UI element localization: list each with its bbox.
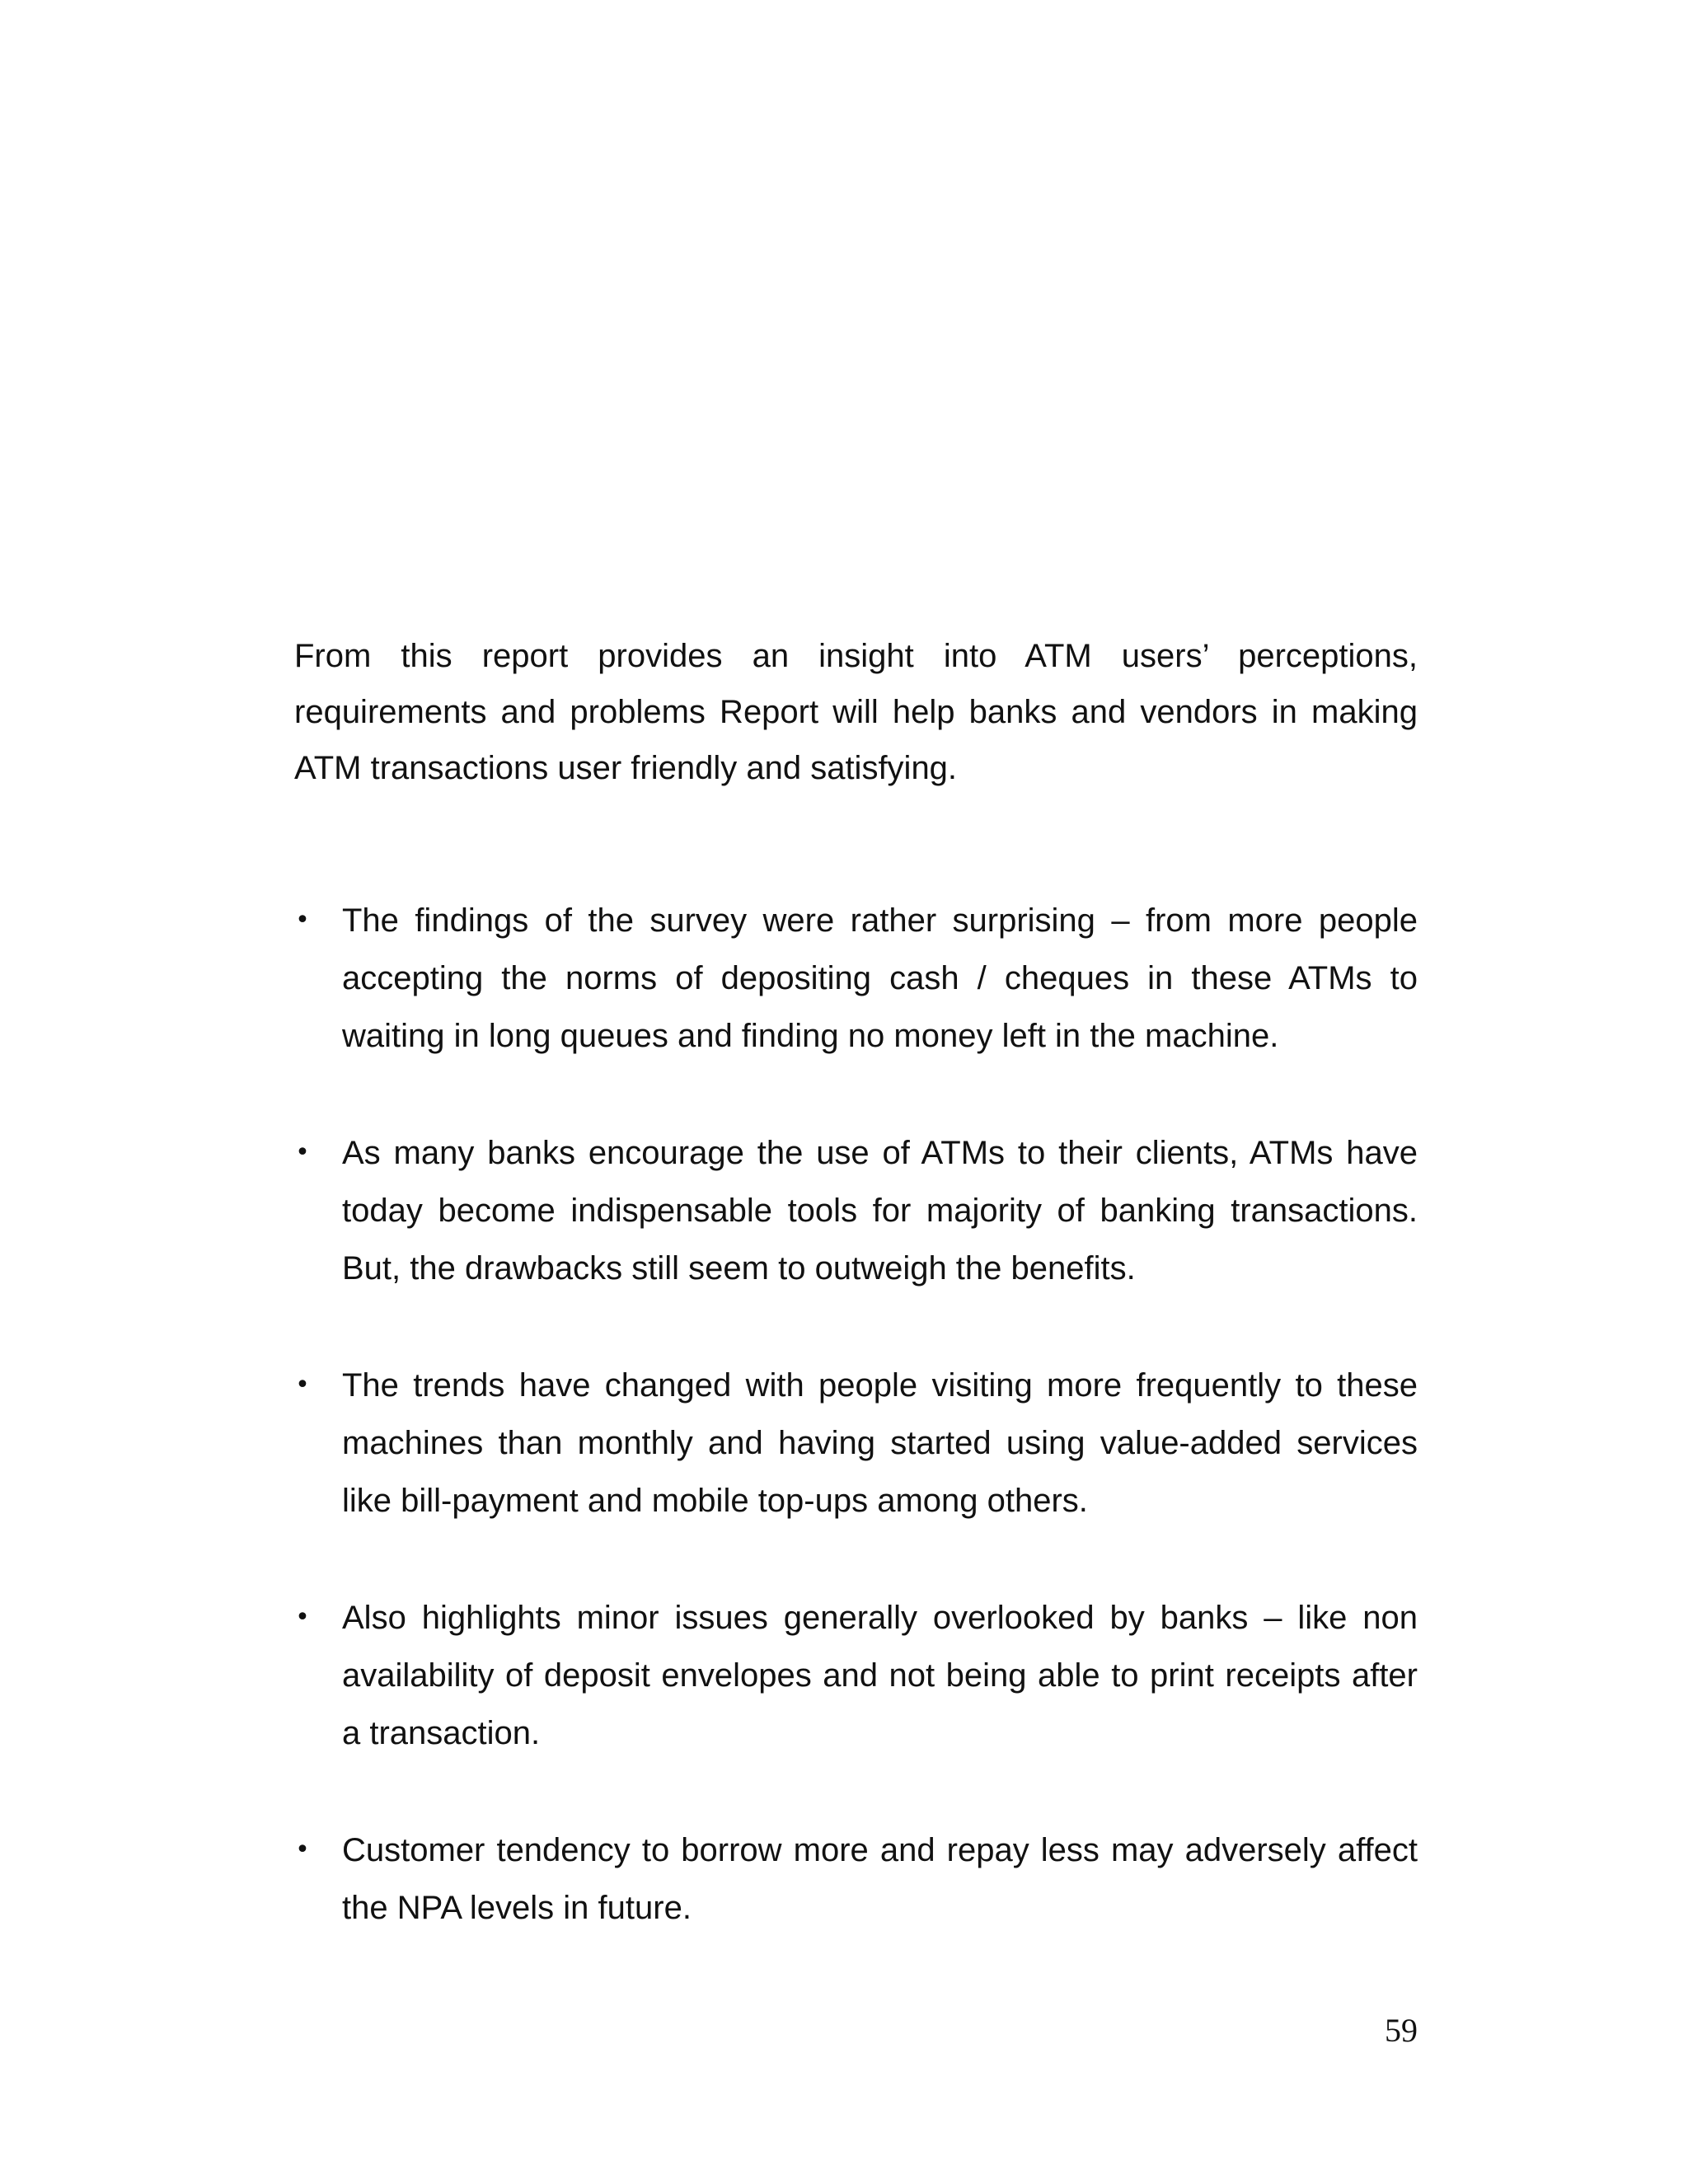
finding-text: Also highlights minor issues generally overlooked by banks – like non availability of deposit envelopes and not being able to print receipts after a transaction.: [342, 1600, 1418, 1751]
finding-text: As many banks encourage the use of ATMs to their clients, ATMs have today become indispensable tools for majority of banking transactions. But, the drawbacks still seem to outweigh the benefits.: [342, 1135, 1418, 1286]
finding-item-1: [294, 892, 1418, 1065]
finding-item-5: [294, 1821, 1418, 1937]
finding-item-3: [294, 1357, 1418, 1530]
intro-paragraph: From this report provides an insight into ATM users’ perceptions, requirements and problems Report will help banks and vendors in making ATM transactions user friendly and satisfying.: [294, 638, 1418, 786]
bullet-icon: •: [295, 1603, 310, 1632]
bullet-icon: •: [295, 1371, 310, 1399]
finding-item-2: [294, 1124, 1418, 1297]
finding-text: Customer tendency to borrow more and repay less may adversely affect the NPA levels in future.: [342, 1832, 1418, 1926]
page-content: [294, 628, 1418, 1937]
finding-text: The trends have changed with people visiting more frequently to these machines than monthly and having started using value-added services like bill-payment and mobile top-ups among others.: [342, 1367, 1418, 1519]
page-number: 59: [1385, 2012, 1418, 2049]
bullet-icon: •: [295, 1138, 310, 1167]
bullet-icon: •: [295, 906, 310, 935]
finding-text: The findings of the survey were rather surprising – from more people accepting the norms of depositing cash / cheques in these ATMs to waiting in long queues and finding no money left in the machine.: [342, 902, 1418, 1054]
finding-item-4: [294, 1589, 1418, 1762]
findings-list: [294, 892, 1418, 1937]
bullet-icon: •: [295, 1835, 310, 1864]
